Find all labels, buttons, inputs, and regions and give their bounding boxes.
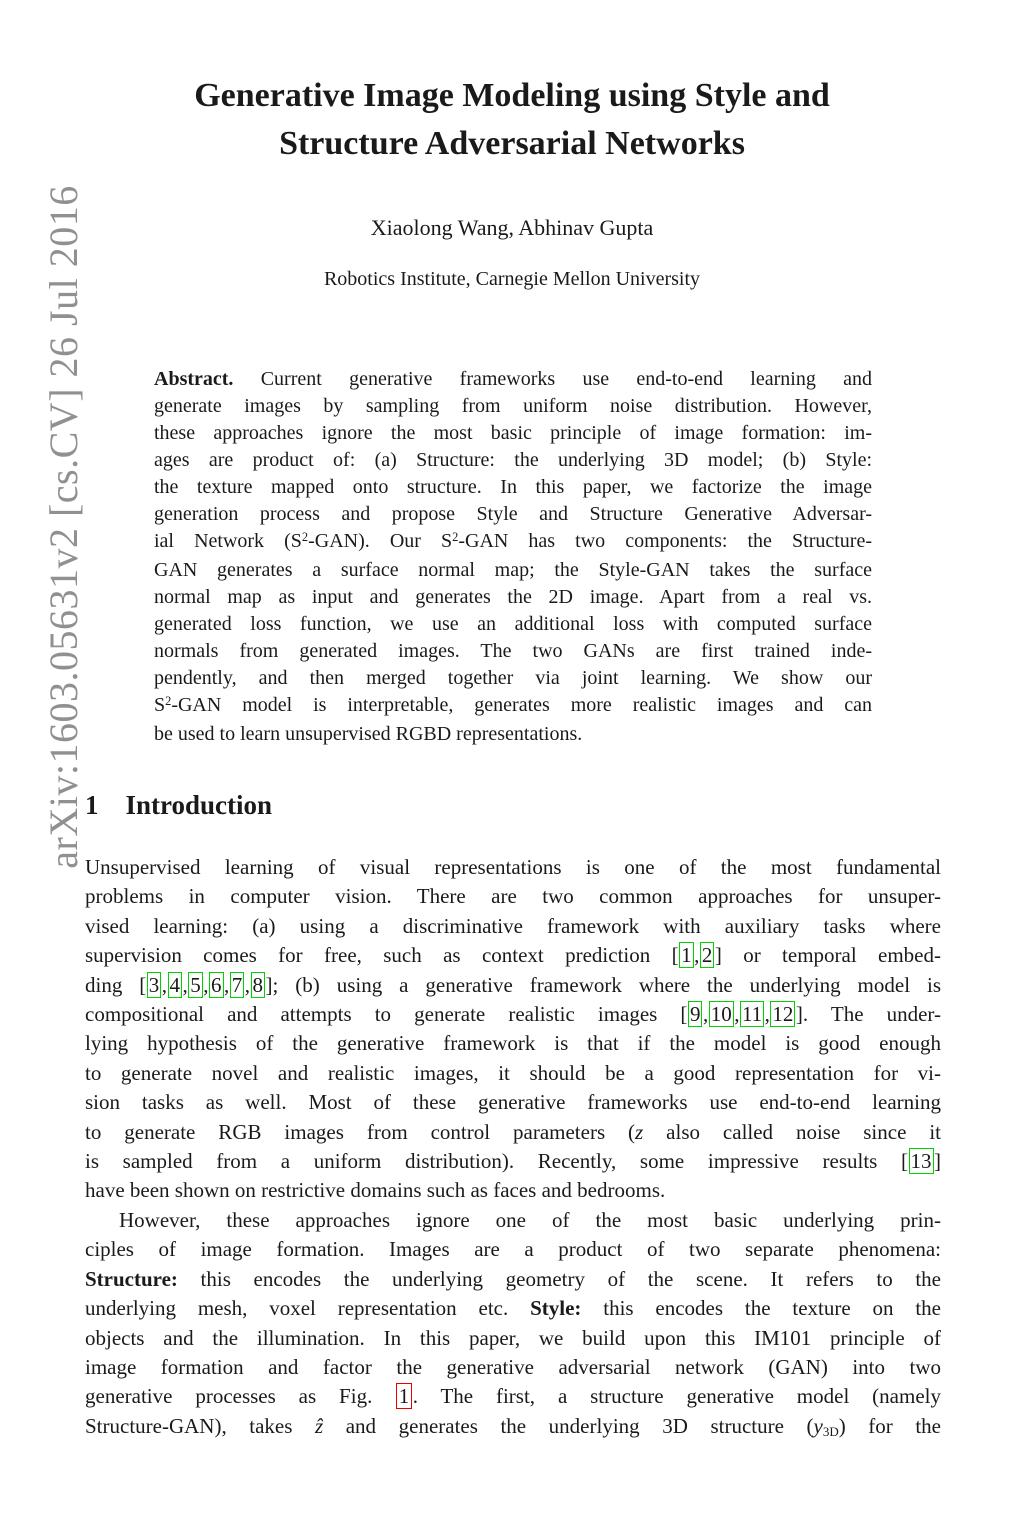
citation-link[interactable]: 8 bbox=[252, 972, 264, 997]
paragraph-intro-1 bbox=[85, 853, 941, 1206]
citation-link[interactable]: 12 bbox=[772, 1002, 794, 1027]
text: GAN generates a surface normal map; the Style-GAN takes the surface bbox=[154, 559, 872, 581]
text: vised learning: (a) using a discriminative framework with auxiliary tasks where bbox=[85, 913, 941, 938]
text-line bbox=[85, 941, 941, 970]
text-line bbox=[154, 420, 872, 447]
bold-text: Style: bbox=[530, 1296, 582, 1321]
text: to generate novel and realistic images, it should be a good representation for vi- bbox=[85, 1060, 941, 1085]
text: , bbox=[182, 972, 188, 997]
text: normals from generated images. The two GANs are first trained inde- bbox=[154, 640, 872, 662]
text: , bbox=[161, 972, 168, 997]
text: , bbox=[734, 1002, 740, 1027]
text-line bbox=[154, 557, 872, 584]
text-line bbox=[154, 474, 872, 501]
text-line bbox=[85, 1088, 941, 1117]
section-number: 1 bbox=[85, 790, 99, 820]
text: ]; (b) using a generative framework where the underlying model is bbox=[265, 972, 941, 997]
text: , bbox=[203, 972, 209, 997]
text: generate images by sampling from uniform noise distribution. However, bbox=[154, 395, 872, 417]
text: this encodes the texture on the bbox=[581, 1296, 942, 1321]
text-line bbox=[85, 1206, 941, 1235]
paragraph-intro-2 bbox=[85, 1206, 941, 1443]
text: ages are product of: (a) Structure: the underlying 3D model; (b) Style: bbox=[154, 449, 872, 471]
text: normal map as input and generates the 2D image. Apart from a real vs. bbox=[154, 586, 872, 608]
citation-link[interactable]: 7 bbox=[231, 972, 243, 997]
text-line bbox=[85, 1324, 941, 1353]
text-line bbox=[154, 584, 872, 611]
text-line bbox=[85, 1353, 941, 1382]
italic-text: y bbox=[813, 1413, 823, 1438]
text-line bbox=[154, 528, 872, 557]
text: to generate RGB images from control parameters ( bbox=[85, 1119, 636, 1144]
text: objects and the illumination. In this paper, we build upon this IM101 principle of bbox=[85, 1325, 941, 1350]
text: ] bbox=[934, 1149, 941, 1174]
text-line bbox=[154, 501, 872, 528]
italic-text: ẑ bbox=[314, 1413, 324, 1438]
citation-link[interactable]: 13 bbox=[910, 1149, 932, 1174]
paper-title-line2: Structure Adversarial Networks bbox=[279, 125, 745, 162]
text: Structure-GAN), takes bbox=[85, 1413, 315, 1438]
text: these approaches ignore the most basic principle of image formation: im- bbox=[154, 422, 872, 444]
citation-link[interactable]: 11 bbox=[741, 1002, 763, 1027]
text-line bbox=[154, 721, 872, 748]
text: this encodes the underlying geometry of the scene. It refers to the bbox=[177, 1266, 941, 1291]
paper-title-line1: Generative Image Modeling using Style and bbox=[194, 77, 830, 114]
text: also called noise since it bbox=[643, 1119, 941, 1144]
text: -GAN model is interpretable, generates more realistic images and can bbox=[171, 694, 872, 716]
text-line bbox=[154, 611, 872, 638]
text: sion tasks as well. Most of these generative frameworks use end-to-end learning bbox=[85, 1090, 941, 1115]
text: underlying mesh, voxel representation etc. bbox=[85, 1296, 531, 1321]
text-line bbox=[85, 1176, 941, 1205]
text: generation process and propose Style and Structure Generative Adversar- bbox=[154, 503, 872, 525]
text-line bbox=[154, 393, 872, 420]
text-line bbox=[85, 1118, 941, 1147]
citation-link[interactable]: 5 bbox=[190, 972, 201, 997]
text-line bbox=[85, 1412, 941, 1443]
subscript: 3D bbox=[822, 1423, 839, 1439]
text-line bbox=[85, 1382, 941, 1411]
text-line bbox=[85, 1265, 941, 1294]
text: the texture mapped onto structure. In this paper, we factorize the image bbox=[154, 476, 872, 498]
text: ding [ bbox=[85, 972, 147, 997]
text: lying hypothesis of the generative framework is that if the model is good enough bbox=[85, 1031, 941, 1056]
text: compositional and attempts to generate realistic images [ bbox=[85, 1002, 688, 1027]
arxiv-watermark: arXiv:1603.05631v2 [cs.CV] 26 Jul 2016 bbox=[41, 185, 86, 869]
abstract-block bbox=[154, 366, 872, 748]
citation-link[interactable]: 9 bbox=[689, 1002, 701, 1027]
text: ial Network (S bbox=[154, 530, 302, 552]
text: Current generative frameworks use end-to-end learning and bbox=[233, 368, 872, 390]
text: problems in computer vision. There are two common approaches for unsuper- bbox=[85, 884, 941, 909]
text: have been shown on restrictive domains such as faces and bedrooms. bbox=[85, 1178, 666, 1203]
text: pendently, and then merged together via joint learning. We show our bbox=[154, 667, 872, 689]
text: . The first, a structure generative model (namely bbox=[412, 1384, 941, 1409]
text: and generates the underlying 3D structure ( bbox=[323, 1413, 814, 1438]
text: -GAN has two components: the Structure- bbox=[458, 530, 872, 552]
text: generative processes as Fig. bbox=[85, 1384, 396, 1409]
paper-affiliation: Robotics Institute, Carnegie Mellon University bbox=[323, 268, 701, 290]
text: , bbox=[702, 1002, 709, 1027]
text-line bbox=[85, 1000, 941, 1029]
text: supervision comes for free, such as context prediction [ bbox=[85, 943, 679, 968]
citation-link[interactable]: 4 bbox=[169, 972, 181, 997]
text: generated loss function, we use an additional loss with computed surface bbox=[154, 613, 872, 635]
text: However, these approaches ignore one of the most basic underlying prin- bbox=[119, 1207, 941, 1232]
text-line bbox=[85, 912, 941, 941]
text: , bbox=[244, 972, 251, 997]
superscript: 2 bbox=[301, 529, 309, 544]
section-heading bbox=[85, 790, 272, 821]
text-line bbox=[85, 1294, 941, 1323]
text-line bbox=[154, 638, 872, 665]
body-text bbox=[85, 853, 941, 1443]
text: , bbox=[694, 943, 700, 968]
text: ) for the bbox=[838, 1413, 941, 1438]
figure-ref-link[interactable]: 1 bbox=[396, 1383, 412, 1409]
citation-link[interactable]: 6 bbox=[211, 972, 222, 997]
paper-authors: Xiaolong Wang, Abhinav Gupta bbox=[370, 215, 654, 240]
text: , bbox=[224, 972, 230, 997]
section-title: Introduction bbox=[125, 790, 273, 820]
italic-text: z bbox=[635, 1119, 644, 1144]
text-line bbox=[85, 853, 941, 882]
superscript: 2 bbox=[452, 529, 459, 544]
text: S bbox=[154, 694, 166, 716]
text: ]. The under- bbox=[795, 1002, 941, 1027]
text: -GAN). Our S bbox=[308, 530, 453, 552]
text-line bbox=[154, 447, 872, 474]
text: ] or temporal embed- bbox=[714, 943, 941, 968]
citation-link[interactable]: 1 bbox=[681, 943, 692, 968]
text: Unsupervised learning of visual representations is one of the most fundamental bbox=[85, 855, 941, 879]
text-line bbox=[85, 1147, 941, 1176]
text: , bbox=[764, 1002, 770, 1027]
text-line bbox=[154, 692, 872, 721]
text: ciples of image formation. Images are a product of two separate phenomena: bbox=[85, 1237, 941, 1262]
text-line bbox=[85, 971, 941, 1000]
text: be used to learn unsupervised RGBD representations. bbox=[154, 723, 583, 745]
text-line bbox=[85, 1235, 941, 1264]
bold-text: Structure: bbox=[85, 1266, 178, 1291]
text: image formation and factor the generative adversarial network (GAN) into two bbox=[85, 1354, 941, 1379]
text: is sampled from a uniform distribution). Recently, some impressive results [ bbox=[85, 1149, 908, 1174]
text-line bbox=[85, 882, 941, 911]
citation-link[interactable]: 3 bbox=[148, 972, 160, 997]
text-line bbox=[85, 1029, 941, 1058]
text-line bbox=[154, 665, 872, 692]
citation-link[interactable]: 2 bbox=[701, 943, 713, 968]
citation-link[interactable]: 10 bbox=[710, 1002, 732, 1027]
superscript: 2 bbox=[165, 693, 172, 708]
text-line bbox=[154, 366, 872, 393]
text-line bbox=[85, 1059, 941, 1088]
bold-text: Abstract. bbox=[154, 368, 234, 390]
